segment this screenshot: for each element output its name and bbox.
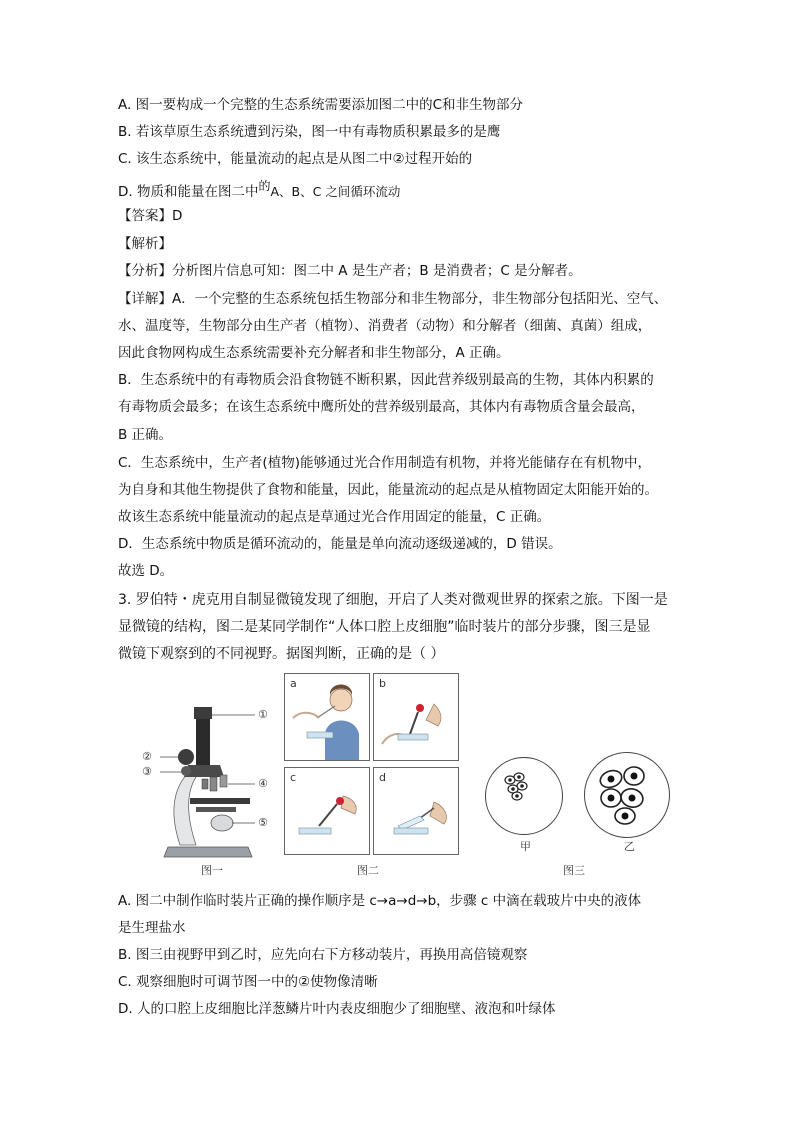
q3-option-c: C. 观察细胞时可调节图一中的②使物像清晰 xyxy=(118,974,378,990)
microscope-label-3: ③ xyxy=(142,765,152,778)
cells-large-icon xyxy=(585,753,669,837)
detail-line: 为自身和其他生物提供了食物和能量，因此，能量流动的起点是从植物固定太阳能开始的。 xyxy=(118,482,658,498)
q3-option-b: B. 图三由视野甲到乙时，应先向右下方移动装片，再换用高倍镜观察 xyxy=(118,947,528,963)
panel-label: a xyxy=(290,677,297,690)
answer: 【答案】D xyxy=(118,208,183,224)
swab-person-icon xyxy=(285,674,369,760)
q2-option-b: B. 若该草原生态系统遭到污染，图一中有毒物质积累最多的是鹰 xyxy=(118,124,501,140)
q3-option-a: A. 图二中制作临时装片正确的操作顺序是 c→a→d→b，步骤 c 中滴在载玻片中央的液体 xyxy=(118,893,642,909)
panel-label: d xyxy=(379,771,386,784)
analysis-heading: 【解析】 xyxy=(118,236,172,252)
q3-option-d: D. 人的口腔上皮细胞比洋葱鳞片叶内表皮细胞少了细胞壁、液泡和叶绿体 xyxy=(118,1001,556,1017)
field-of-view-jia xyxy=(485,757,563,835)
q3-option-a-cont: 是生理盐水 xyxy=(118,920,186,936)
q2-option-d-post: A、B、C 之间循环流动 xyxy=(270,184,401,199)
figure2-caption: 图二 xyxy=(357,864,379,877)
field-label-jia: 甲 xyxy=(520,840,531,853)
field-of-view-yi xyxy=(584,752,670,838)
detail-line: B 正确。 xyxy=(118,427,173,443)
detail-line: 因此食物网构成生态系统需要补充分解者和非生物部分，A 正确。 xyxy=(118,345,510,361)
coverslip-icon xyxy=(374,768,458,854)
microscope-figure xyxy=(140,695,280,865)
microscope-label-1: ① xyxy=(258,708,268,721)
detail-line: 有毒物质会最多；在该生态系统中鹰所处的营养级别最高，其体内有毒物质含量会最高， xyxy=(118,399,645,415)
dropper-icon xyxy=(374,674,458,760)
analysis-fenxi: 【分析】分析图片信息可知：图二中 A 是生产者；B 是消费者；C 是分解者。 xyxy=(118,263,582,279)
microscope-label-4: ④ xyxy=(258,777,268,790)
microscope-label-5: ⑤ xyxy=(258,816,268,829)
detail-line: 水、温度等，生物部分由生产者（植物）、消费者（动物）和分解者（细菌、真菌）组成， xyxy=(118,318,652,334)
detail-line: C．生态系统中，生产者(植物)能够通过光合作用制造有机物，并将光能储存在有机物中， xyxy=(118,455,651,471)
dropper-slide-icon xyxy=(285,768,369,854)
step-panel-a xyxy=(284,673,370,761)
field-label-yi: 乙 xyxy=(624,840,635,853)
q3-stem: 3. 罗伯特・虎克用自制显微镜发现了细胞，开启了人类对微观世界的探索之旅。下图一是 xyxy=(118,592,668,608)
cells-small-icon xyxy=(486,758,562,834)
detail-line: 故选 D。 xyxy=(118,563,174,579)
step-panel-d xyxy=(373,767,459,855)
q3-stem: 微镜下观察到的不同视野。据图判断，正确的是（ ） xyxy=(118,646,445,662)
q2-option-d xyxy=(118,179,401,202)
step-panel-c xyxy=(284,767,370,855)
figure3-caption: 图三 xyxy=(563,864,585,877)
step-panel-b xyxy=(373,673,459,761)
q2-option-a: A. 图一要构成一个完整的生态系统需要添加图二中的C和非生物部分 xyxy=(118,97,524,113)
microscope-label-2: ② xyxy=(142,750,152,763)
q2-option-d-small: 的 xyxy=(258,179,271,193)
q3-stem: 显微镜的结构，图二是某同学制作“人体口腔上皮细胞”临时装片的部分步骤，图三是显 xyxy=(118,619,651,635)
q2-option-d-pre: D. 物质和能量在图二中 xyxy=(118,184,259,200)
q2-option-c: C. 该生态系统中，能量流动的起点是从图二中②过程开始的 xyxy=(118,151,473,167)
detail-line: 故该生态系统中能量流动的起点是草通过光合作用固定的能量，C 正确。 xyxy=(118,509,551,525)
panel-label: b xyxy=(379,677,386,690)
figure1-caption: 图一 xyxy=(201,864,223,877)
panel-label: c xyxy=(290,771,297,784)
detail-line: B．生态系统中的有毒物质会沿食物链不断积累，因此营养级别最高的生物，其体内积累的 xyxy=(118,372,654,388)
detail-line: 【详解】A．一个完整的生态系统包括生物部分和非生物部分，非生物部分包括阳光、空气、 xyxy=(118,291,668,307)
detail-line: D．生态系统中物质是循环流动的，能量是单向流动逐级递减的，D 错误。 xyxy=(118,536,562,552)
